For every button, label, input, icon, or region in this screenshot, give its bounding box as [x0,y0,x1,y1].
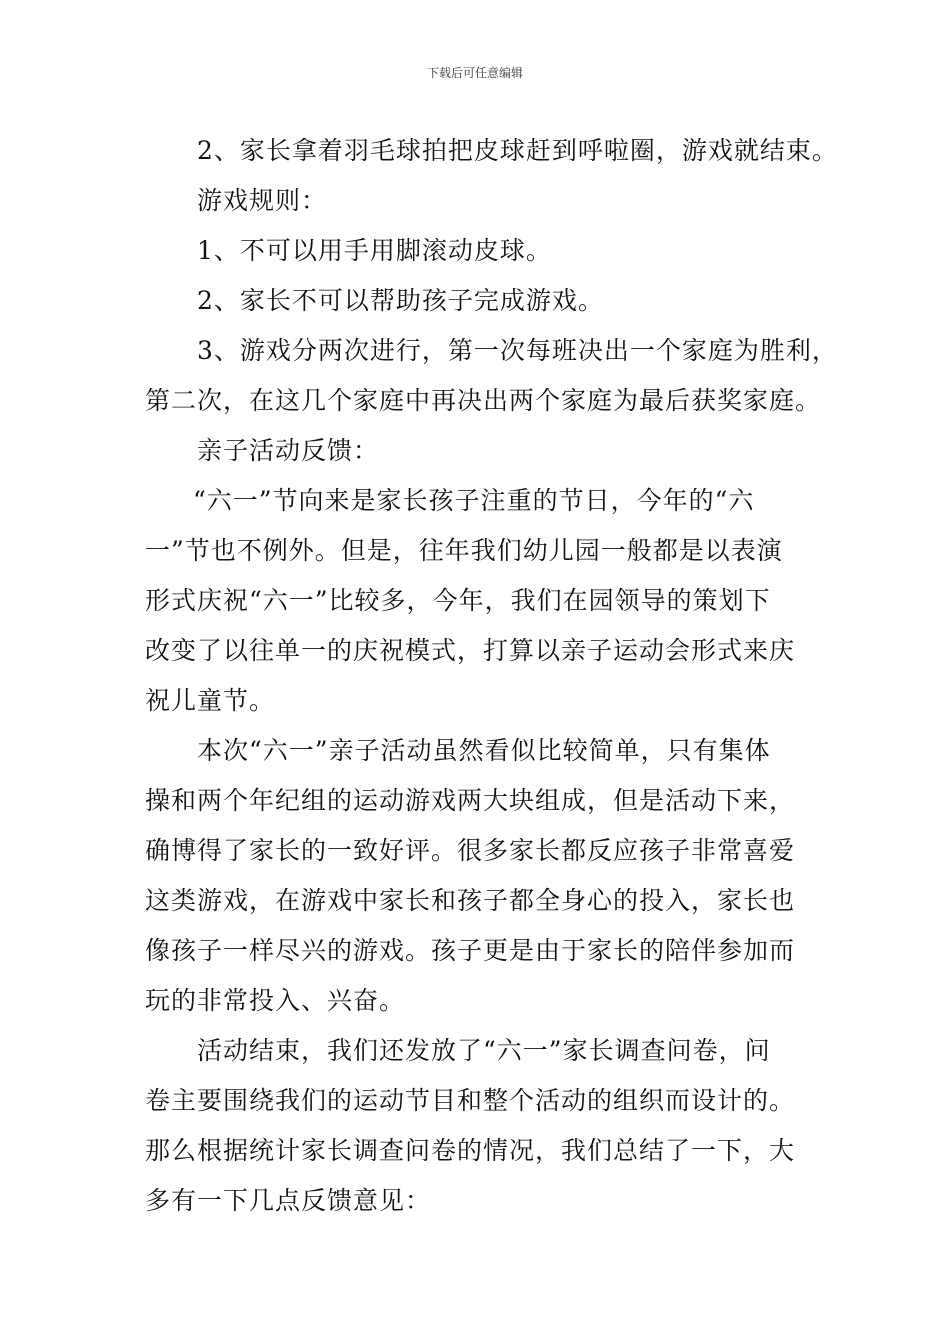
document-body [145,126,838,1226]
text-line: 一”节也不例外。但是，往年我们幼儿园一般都是以表演 [145,536,783,565]
text-line: 第二次，在这几个家庭中再决出两个家庭为最后获奖家庭。 [145,386,822,415]
text-line: 改变了以往单一的庆祝模式，打算以亲子运动会形式来庆 [145,636,796,665]
text-line: 这类游戏，在游戏中家长和孩子都全身心的投入，家长也 [145,886,796,915]
text-line: 多有一下几点反馈意见： [145,1186,432,1215]
text-line: 1、不可以用手用脚滚动皮球。 [197,236,552,265]
text-line: 玩的非常投入、兴奋。 [145,986,406,1015]
page-header-note: 下载后可任意编辑 [426,66,523,80]
text-line: 确博得了家长的一致好评。很多家长都反应孩子非常喜爱 [145,836,796,865]
text-line: 操和两个年纪组的运动游戏两大块组成，但是活动下来， [145,786,796,815]
text-line: 活动结束，我们还发放了“六一”家长调查问卷，问 [197,1036,771,1065]
text-line: 游戏规则： [197,186,328,215]
text-line: 本次“六一”亲子活动虽然看似比较简单，只有集体 [197,736,771,765]
text-line: “六一”节向来是家长孩子注重的节日，今年的“六 [193,486,755,515]
text-line: 卷主要围绕我们的运动节目和整个活动的组织而设计的。 [145,1086,796,1115]
text-line: 祝儿童节。 [145,686,276,715]
text-line: 2、家长拿着羽毛球拍把皮球赶到呼啦圈，游戏就结束。 [197,136,838,165]
text-line: 亲子活动反馈： [197,436,380,465]
text-line: 2、家长不可以帮助孩子完成游戏。 [197,286,604,315]
text-line: 3、游戏分两次进行，第一次每班决出一个家庭为胜利， [197,336,838,365]
text-line: 那么根据统计家长调查问卷的情况，我们总结了一下，大 [145,1136,796,1165]
text-line: 形式庆祝“六一”比较多，今年，我们在园领导的策划下 [145,586,771,615]
text-line: 像孩子一样尽兴的游戏。孩子更是由于家长的陪伴参加而 [145,936,796,965]
